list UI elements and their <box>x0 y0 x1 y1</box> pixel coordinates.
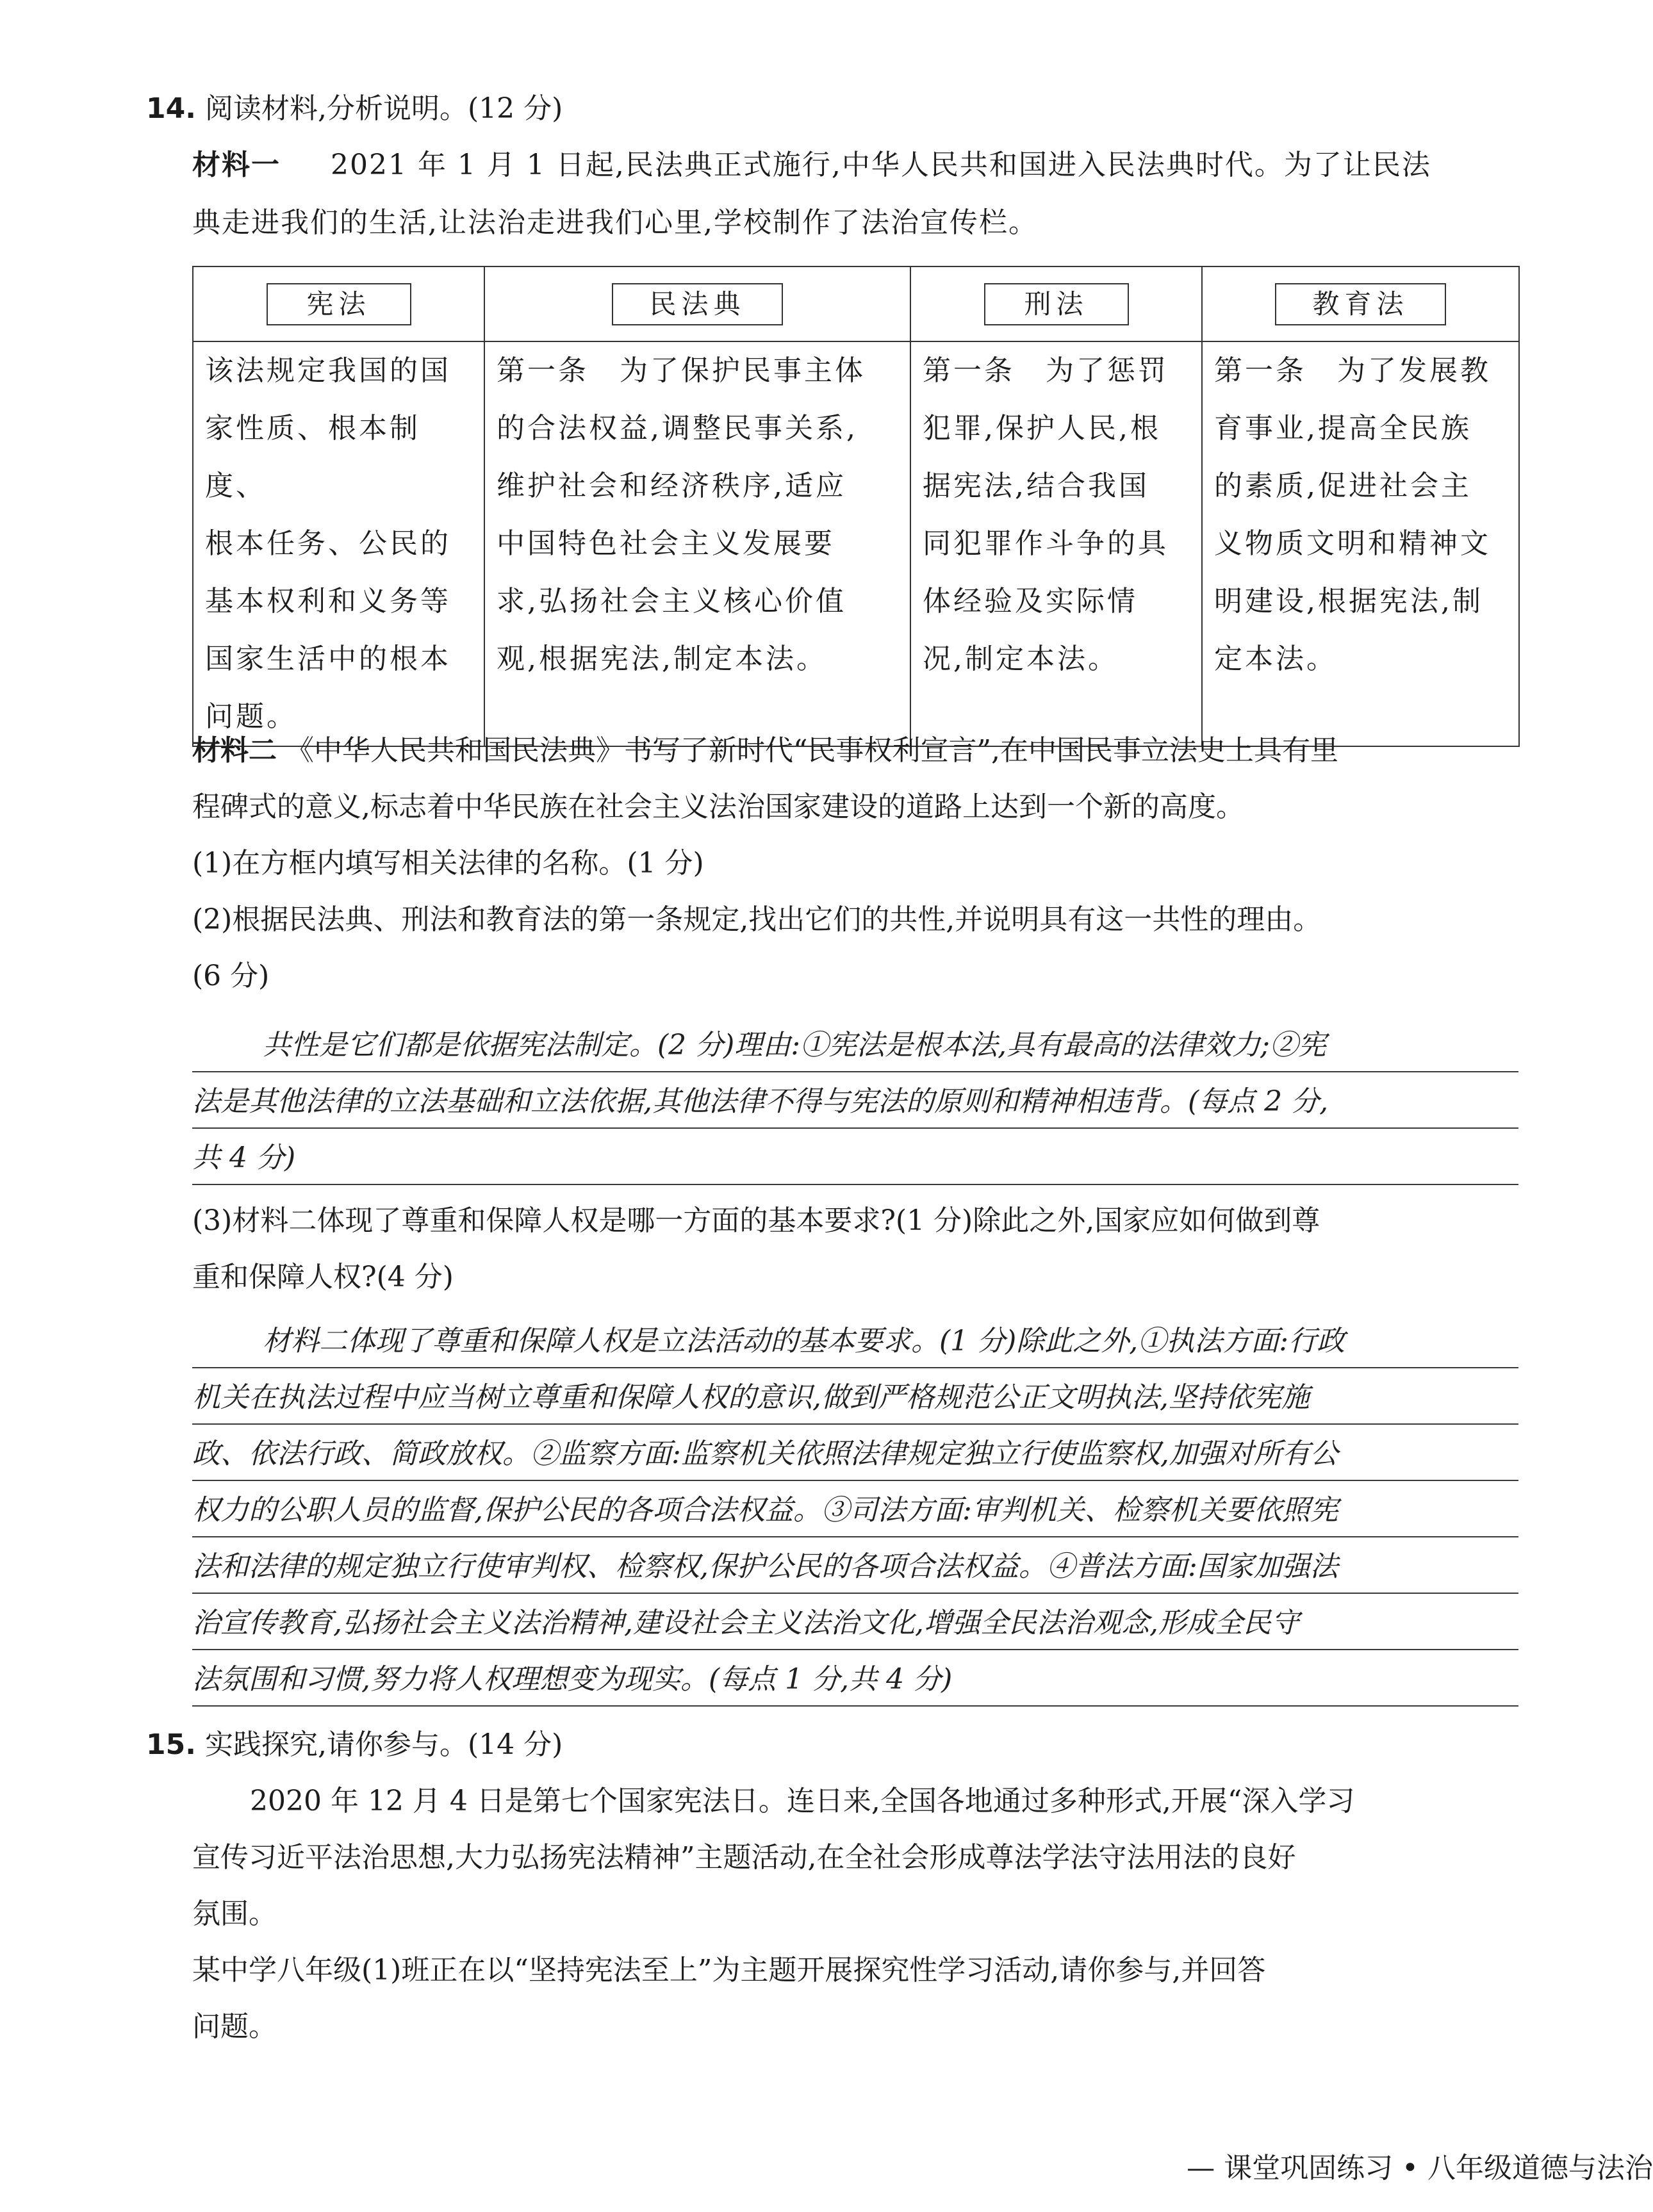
law-table-body-row <box>193 341 1519 746</box>
q15-paragraph-line: 宣传习近平法治思想,大力弘扬宪法精神”主题活动,在全社会形成尊法学法守法用法的良好 <box>192 1841 1296 1874</box>
cell-line: 据宪法,结合我国 <box>923 470 1149 502</box>
cell-line: 义物质文明和精神文 <box>1214 527 1491 560</box>
law-table-header-row <box>193 266 1519 341</box>
cell-line: 求,弘扬社会主义核心价值 <box>497 585 846 618</box>
material-one-text-1: 2021 年 1 月 1 日起,民法典正式施行,中华人民共和国进入民法典时代。为了让民法 <box>331 149 1431 181</box>
cell-line: 明建设,根据宪法,制 <box>1214 585 1483 618</box>
q14-title: 阅读材料,分析说明。(12 分) <box>204 92 563 125</box>
cell-line: 根本任务、公民的 <box>205 527 451 560</box>
cell-line: 体经验及实际情 <box>923 585 1138 618</box>
law-table <box>192 266 1520 747</box>
law-header-cell <box>193 266 484 341</box>
sub-question-1: (1)在方框内填写相关法律的名称。(1 分) <box>192 847 704 880</box>
answer-2-line: 法是其他法律的立法基础和立法依据,其他法律不得与宪法的原则和精神相违背。(每点 2 分, <box>192 1085 1329 1118</box>
cell-line: 基本权利和义务等 <box>205 585 451 618</box>
cell-line: 维护社会和经济秩序,适应 <box>497 470 846 502</box>
q15-heading <box>146 1726 563 1764</box>
q15-title: 实践探究,请你参与。(14 分) <box>204 1728 563 1761</box>
q15-paragraph-line: 问题。 <box>192 2010 277 2043</box>
answer-rule <box>192 1071 1518 1072</box>
cell-line: 第一条 为了惩罚 <box>923 354 1169 387</box>
sub-question-2-line-2: (6 分) <box>192 960 270 992</box>
criminal-law-cell <box>910 341 1202 746</box>
q14-heading <box>146 90 563 128</box>
material-two-text-1: 《中华人民共和国民法典》书写了新时代“民事权利宣言”,在中国民事立法史上具有里 <box>286 734 1338 767</box>
cell-line: 该法规定我国的国 <box>205 354 451 387</box>
law-name-box: 刑法 <box>984 283 1129 325</box>
answer-3-line: 政、依法行政、简政放权。②监察方面:监察机关依照法律规定独立行使监察权,加强对所有公 <box>192 1438 1338 1470</box>
answer-rule <box>192 1480 1518 1481</box>
answer-rule <box>192 1423 1518 1425</box>
material-two-line-2: 程碑式的意义,标志着中华民族在社会主义法治国家建设的道路上达到一个新的高度。 <box>192 791 1244 823</box>
cell-line: 同犯罪作斗争的具 <box>923 527 1169 560</box>
cell-line: 第一条 为了发展教 <box>1214 354 1491 387</box>
q15-paragraph-line: 2020 年 12 月 4 日是第七个国家宪法日。连日来,全国各地通过多种形式,开展“深入学习 <box>250 1785 1355 1817</box>
cell-line: 第一条 为了保护民事主体 <box>497 354 866 387</box>
material-one-line-2: 典走进我们的生活,让法治走进我们心里,学校制作了法治宣传栏。 <box>192 206 1038 239</box>
cell-line: 育事业,提高全民族 <box>1214 412 1472 445</box>
q15-paragraph-line: 某中学八年级(1)班正在以“坚持宪法至上”为主题开展探究性学习活动,请你参与,并回答 <box>192 1954 1266 1987</box>
education-law-cell <box>1202 341 1519 746</box>
law-name-box: 教育法 <box>1275 283 1445 325</box>
law-header-cell <box>484 266 910 341</box>
answer-2-line: 共 4 分) <box>192 1142 296 1174</box>
q14-number: 14. <box>146 92 196 125</box>
answer-3-line: 法和法律的规定独立行使审判权、检察权,保护公民的各项合法权益。④普法方面:国家加强法 <box>192 1550 1338 1583</box>
answer-3-line: 治宣传教育,弘扬社会主义法治精神,建设社会主义法治文化,增强全民法治观念,形成全民守 <box>192 1607 1299 1639</box>
answer-rule <box>192 1536 1518 1537</box>
law-header-cell <box>910 266 1202 341</box>
cell-line: 犯罪,保护人民,根 <box>923 412 1161 445</box>
cell-line: 中国特色社会主义发展要 <box>497 527 835 560</box>
cell-line: 国家生活中的根本 <box>205 643 451 675</box>
constitution-cell <box>193 341 484 746</box>
answer-rule <box>192 1705 1518 1707</box>
answer-2-line: 共性是它们都是依据宪法制定。(2 分)理由:①宪法是根本法,具有最高的法律效力;②宪 <box>263 1029 1326 1061</box>
law-name-box: 民法典 <box>612 283 782 325</box>
cell-line: 的合法权益,调整民事关系, <box>497 412 858 445</box>
sub-question-3-line-2: 重和保障人权?(4 分) <box>192 1261 454 1293</box>
sub-question-3-line-1: (3)材料二体现了尊重和保障人权是哪一方面的基本要求?(1 分)除此之外,国家应如何做到尊 <box>192 1204 1320 1237</box>
sub-question-2-line-1: (2)根据民法典、刑法和教育法的第一条规定,找出它们的共性,并说明具有这一共性的理由。 <box>192 903 1322 936</box>
law-name-box: 宪法 <box>267 283 411 325</box>
material-two-line-1 <box>192 732 1338 770</box>
answer-3-line: 权力的公职人员的监督,保护公民的各项合法权益。③司法方面:审判机关、检察机关要依照宪 <box>192 1494 1338 1527</box>
cell-line: 家性质、根本制度、 <box>205 412 420 502</box>
cell-line: 观,根据宪法,制定本法。 <box>497 643 827 675</box>
q15-paragraph-line: 氛围。 <box>192 1897 277 1930</box>
answer-rule <box>192 1649 1518 1650</box>
law-header-cell <box>1202 266 1519 341</box>
material-two-label: 材料二 <box>192 734 277 767</box>
q15-number: 15. <box>146 1728 196 1761</box>
answer-3-line: 法氛围和习惯,努力将人权理想变为现实。(每点 1 分,共 4 分) <box>192 1663 953 1696</box>
page-footer: — 课堂巩固练习 • 八年级道德与法治 <box>1187 2152 1653 2184</box>
civil-code-cell <box>484 341 910 746</box>
cell-line: 的素质,促进社会主 <box>1214 470 1472 502</box>
answer-3-line: 材料二体现了尊重和保障人权是立法活动的基本要求。(1 分)除此之外,①执法方面:行政 <box>263 1325 1345 1357</box>
material-one-label: 材料一 <box>192 149 281 181</box>
material-one-line-1 <box>192 146 1431 184</box>
answer-rule <box>192 1127 1518 1129</box>
cell-line: 况,制定本法。 <box>923 643 1119 675</box>
answer-rule <box>192 1367 1518 1368</box>
cell-line: 问题。 <box>205 700 297 733</box>
answer-3-line: 机关在执法过程中应当树立尊重和保障人权的意识,做到严格规范公正文明执法,坚持依宪施 <box>192 1381 1310 1414</box>
cell-line: 定本法。 <box>1214 643 1337 675</box>
answer-rule <box>192 1593 1518 1594</box>
answer-rule <box>192 1184 1518 1185</box>
